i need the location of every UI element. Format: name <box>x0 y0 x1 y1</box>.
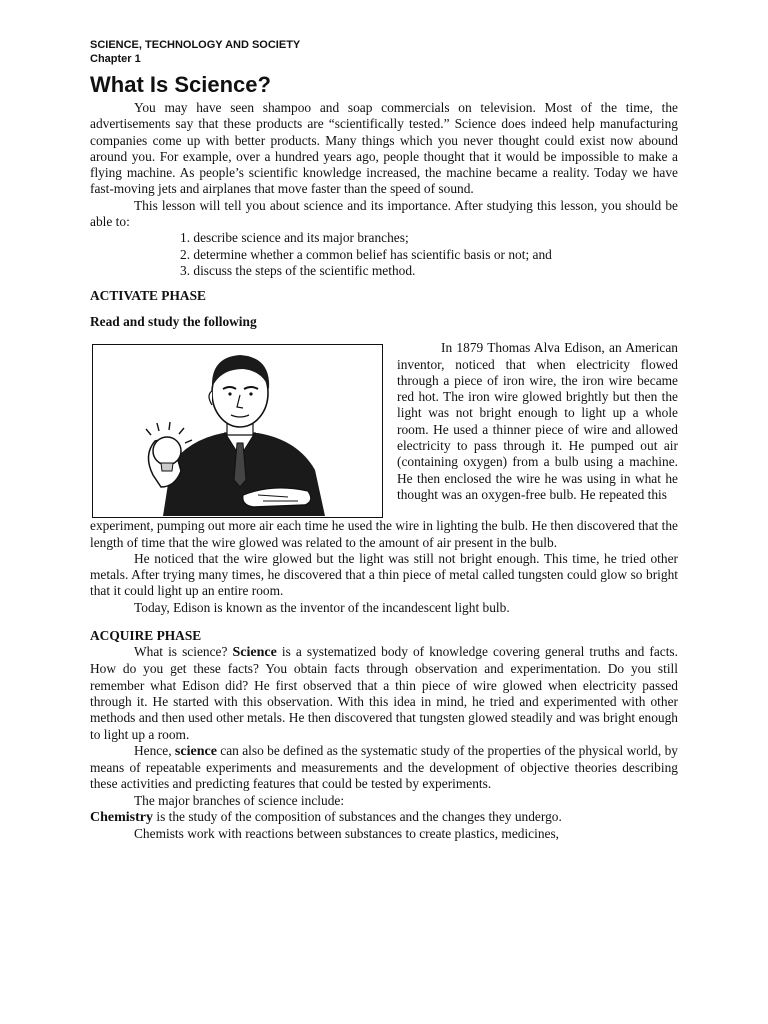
edison-story-paragraph: In 1879 Thomas Alva Edison, an American inventor, noticed that when electricity flowed through a piece of iron wire, the iron wire became red hot. The iron wire glowed brightly but then the light was not bright enough to light up a whole room. He used a thinner piece of wire and allowed electricity to pass through it. He pumped out air (containing oxygen) from a bulb using a machine. He then enclosed the wire he was using in what he thought was an oxygen-free bulb. He repeated this <box>397 340 678 502</box>
side-text-column <box>397 340 678 518</box>
course-header: SCIENCE, TECHNOLOGY AND SOCIETY <box>90 39 301 51</box>
science-term: Science <box>232 645 277 661</box>
edison-paragraph-2: He noticed that the wire glowed but the light was still not bright enough. This time, he tried other metals. After trying many times, he discovered that a thin piece of metal called tungsten could glow so bright that it could light up an entire room. <box>90 550 678 599</box>
objective-item: 1. describe science and its major branches; <box>180 230 409 246</box>
document-page <box>90 38 678 843</box>
intro-paragraph-2: This lesson will tell you about science and its importance. After studying this lesson, you should be able to: <box>90 197 678 230</box>
acquire-paragraph-2 <box>90 743 678 793</box>
objective-item: 3. discuss the steps of the scientific method. <box>180 262 416 278</box>
chapter-label: Chapter 1 <box>90 53 141 65</box>
figure-row <box>90 340 678 518</box>
edison-figure <box>92 344 383 518</box>
edison-story-continued: experiment, pumping out more air each time he used the wire in lighting the bulb. He then discovered that the length of time that the wire glowed was related to the amount of air present in the bulb. <box>90 518 678 550</box>
chemistry-def-text: is the study of the composition of substances and the changes they undergo. <box>153 809 562 825</box>
acquire-p1-lead: What is science? <box>134 644 233 660</box>
acquire-p2-body: can also be defined as the systematic study of the properties of the physical world, by means of repeatable experiments and measurements and the development of objective theories describing these activities and predicting features that could be tested by experiments. <box>90 742 678 792</box>
objectives-list <box>90 230 678 279</box>
branches-intro: The major branches of science include: <box>134 792 345 808</box>
page-title: What Is Science? <box>90 72 271 97</box>
edison-paragraph-3: Today, Edison is known as the inventor of the incandescent light bulb. <box>134 599 510 615</box>
objective-item: 2. determine whether a common belief has scientific basis or not; and <box>180 246 552 262</box>
chemistry-term: Chemistry <box>90 810 153 826</box>
edison-lightbulb-illustration-icon <box>93 345 381 516</box>
chemists-paragraph: Chemists work with reactions between substances to create plastics, medicines, <box>134 826 560 842</box>
acquire-heading: ACQUIRE PHASE <box>90 628 202 644</box>
science-term-2: science <box>174 743 217 759</box>
acquire-p1-body: is a systematized body of knowledge covering general truths and facts. How do you get these facts? You obtain facts through observation and experimentation. Do you still remember what Edison did? He first observed that a thin piece of wire glowed when electricity passed through it. He started with this observation. With this idea in mind, he tried and experimented with other methods and then used other metals. He then discovered that tungsten glowed steadily and was bright enough to light up a room. <box>90 644 678 742</box>
acquire-p2-lead: Hence, <box>134 742 175 758</box>
chemistry-definition <box>90 809 678 826</box>
intro-paragraph-1: You may have seen shampoo and soap commercials on television. Most of the time, the advertisements say that these products are “scientifically tested.” Science does indeed help manufacturing companies come up with better products. Many things which you never thought could exist now abound around you. For example, over a hundred years ago, people thought that it would be impossible to make a flying machine. As people’s scientific knowledge increased, the machine became a reality. Today we have fast-moving jets and airplanes that move faster than the speed of sound. <box>90 100 678 197</box>
read-subheading: Read and study the following <box>90 314 257 330</box>
acquire-paragraph-1 <box>90 644 678 743</box>
activate-heading: ACTIVATE PHASE <box>90 288 206 304</box>
